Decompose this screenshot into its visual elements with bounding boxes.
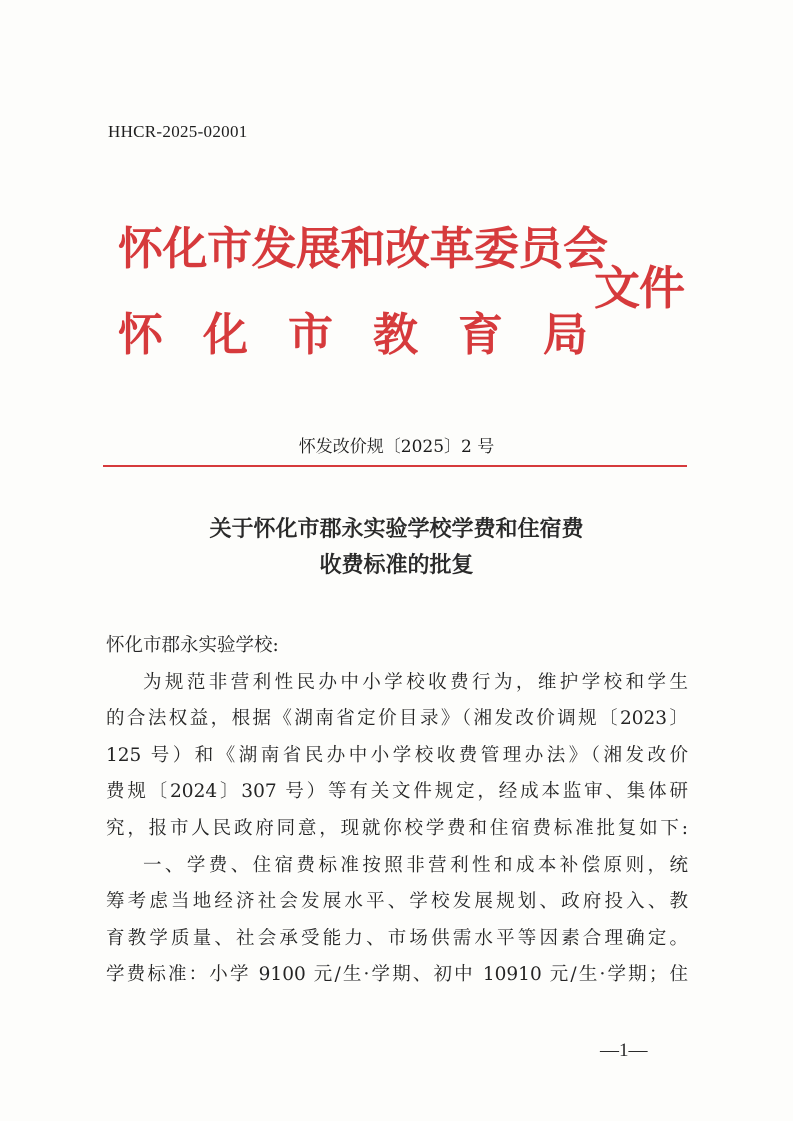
document-body: [106, 628, 688, 994]
body-line: 一、学费、住宿费标准按照非营利性和成本补偿原则，统: [143, 854, 688, 876]
body-line: 筹考虑当地经济社会发展水平、学校发展规划、政府投入、教: [106, 891, 688, 913]
issuer-char: 市: [287, 308, 333, 361]
body-line: 的合法权益，根据《湖南省定价目录》（湘发改价调规〔2023〕: [106, 708, 688, 730]
issuer-name-line2: [118, 298, 588, 363]
issuer-char: 育: [457, 308, 503, 361]
issuer-name-line1: 怀化市发展和改革委员会: [118, 222, 608, 275]
issuer-char: 教: [372, 308, 418, 361]
document-number: 怀发改价规〔2025〕2 号: [298, 437, 495, 457]
document-title-line2: 收费标准的批复: [319, 553, 474, 578]
body-line: 125 号）和《湖南省民办中小学校收费管理办法》（湘发改价: [106, 744, 688, 766]
issuer-char: 局: [542, 308, 588, 361]
page-number: —1—: [600, 1040, 648, 1061]
issuer-char: 化: [202, 308, 248, 361]
issuer-char: 怀: [118, 308, 164, 361]
salutation: 怀化市郡永实验学校:: [106, 635, 279, 656]
body-line: 为规范非营利性民办中小学校收费行为，维护学校和学生: [143, 671, 688, 693]
body-line: 育教学质量、社会承受能力、市场供需水平等因素合理确定。: [106, 927, 688, 949]
document-type-label: 文件: [594, 261, 684, 315]
issuer-header: [118, 212, 698, 372]
body-line: 究，报市人民政府同意，现就你校学费和住宿费标准批复如下:: [106, 817, 688, 839]
document-title-line1: 关于怀化市郡永实验学校学费和住宿费: [209, 517, 584, 542]
document-code: HHCR-2025-02001: [108, 122, 248, 141]
body-line: 费规〔2024〕307 号）等有关文件规定，经成本监审、集体研: [106, 781, 688, 803]
body-line: 学费标准：小学 9100 元/生·学期、初中 10910 元/生·学期；住: [106, 964, 688, 986]
red-divider: [103, 465, 687, 467]
